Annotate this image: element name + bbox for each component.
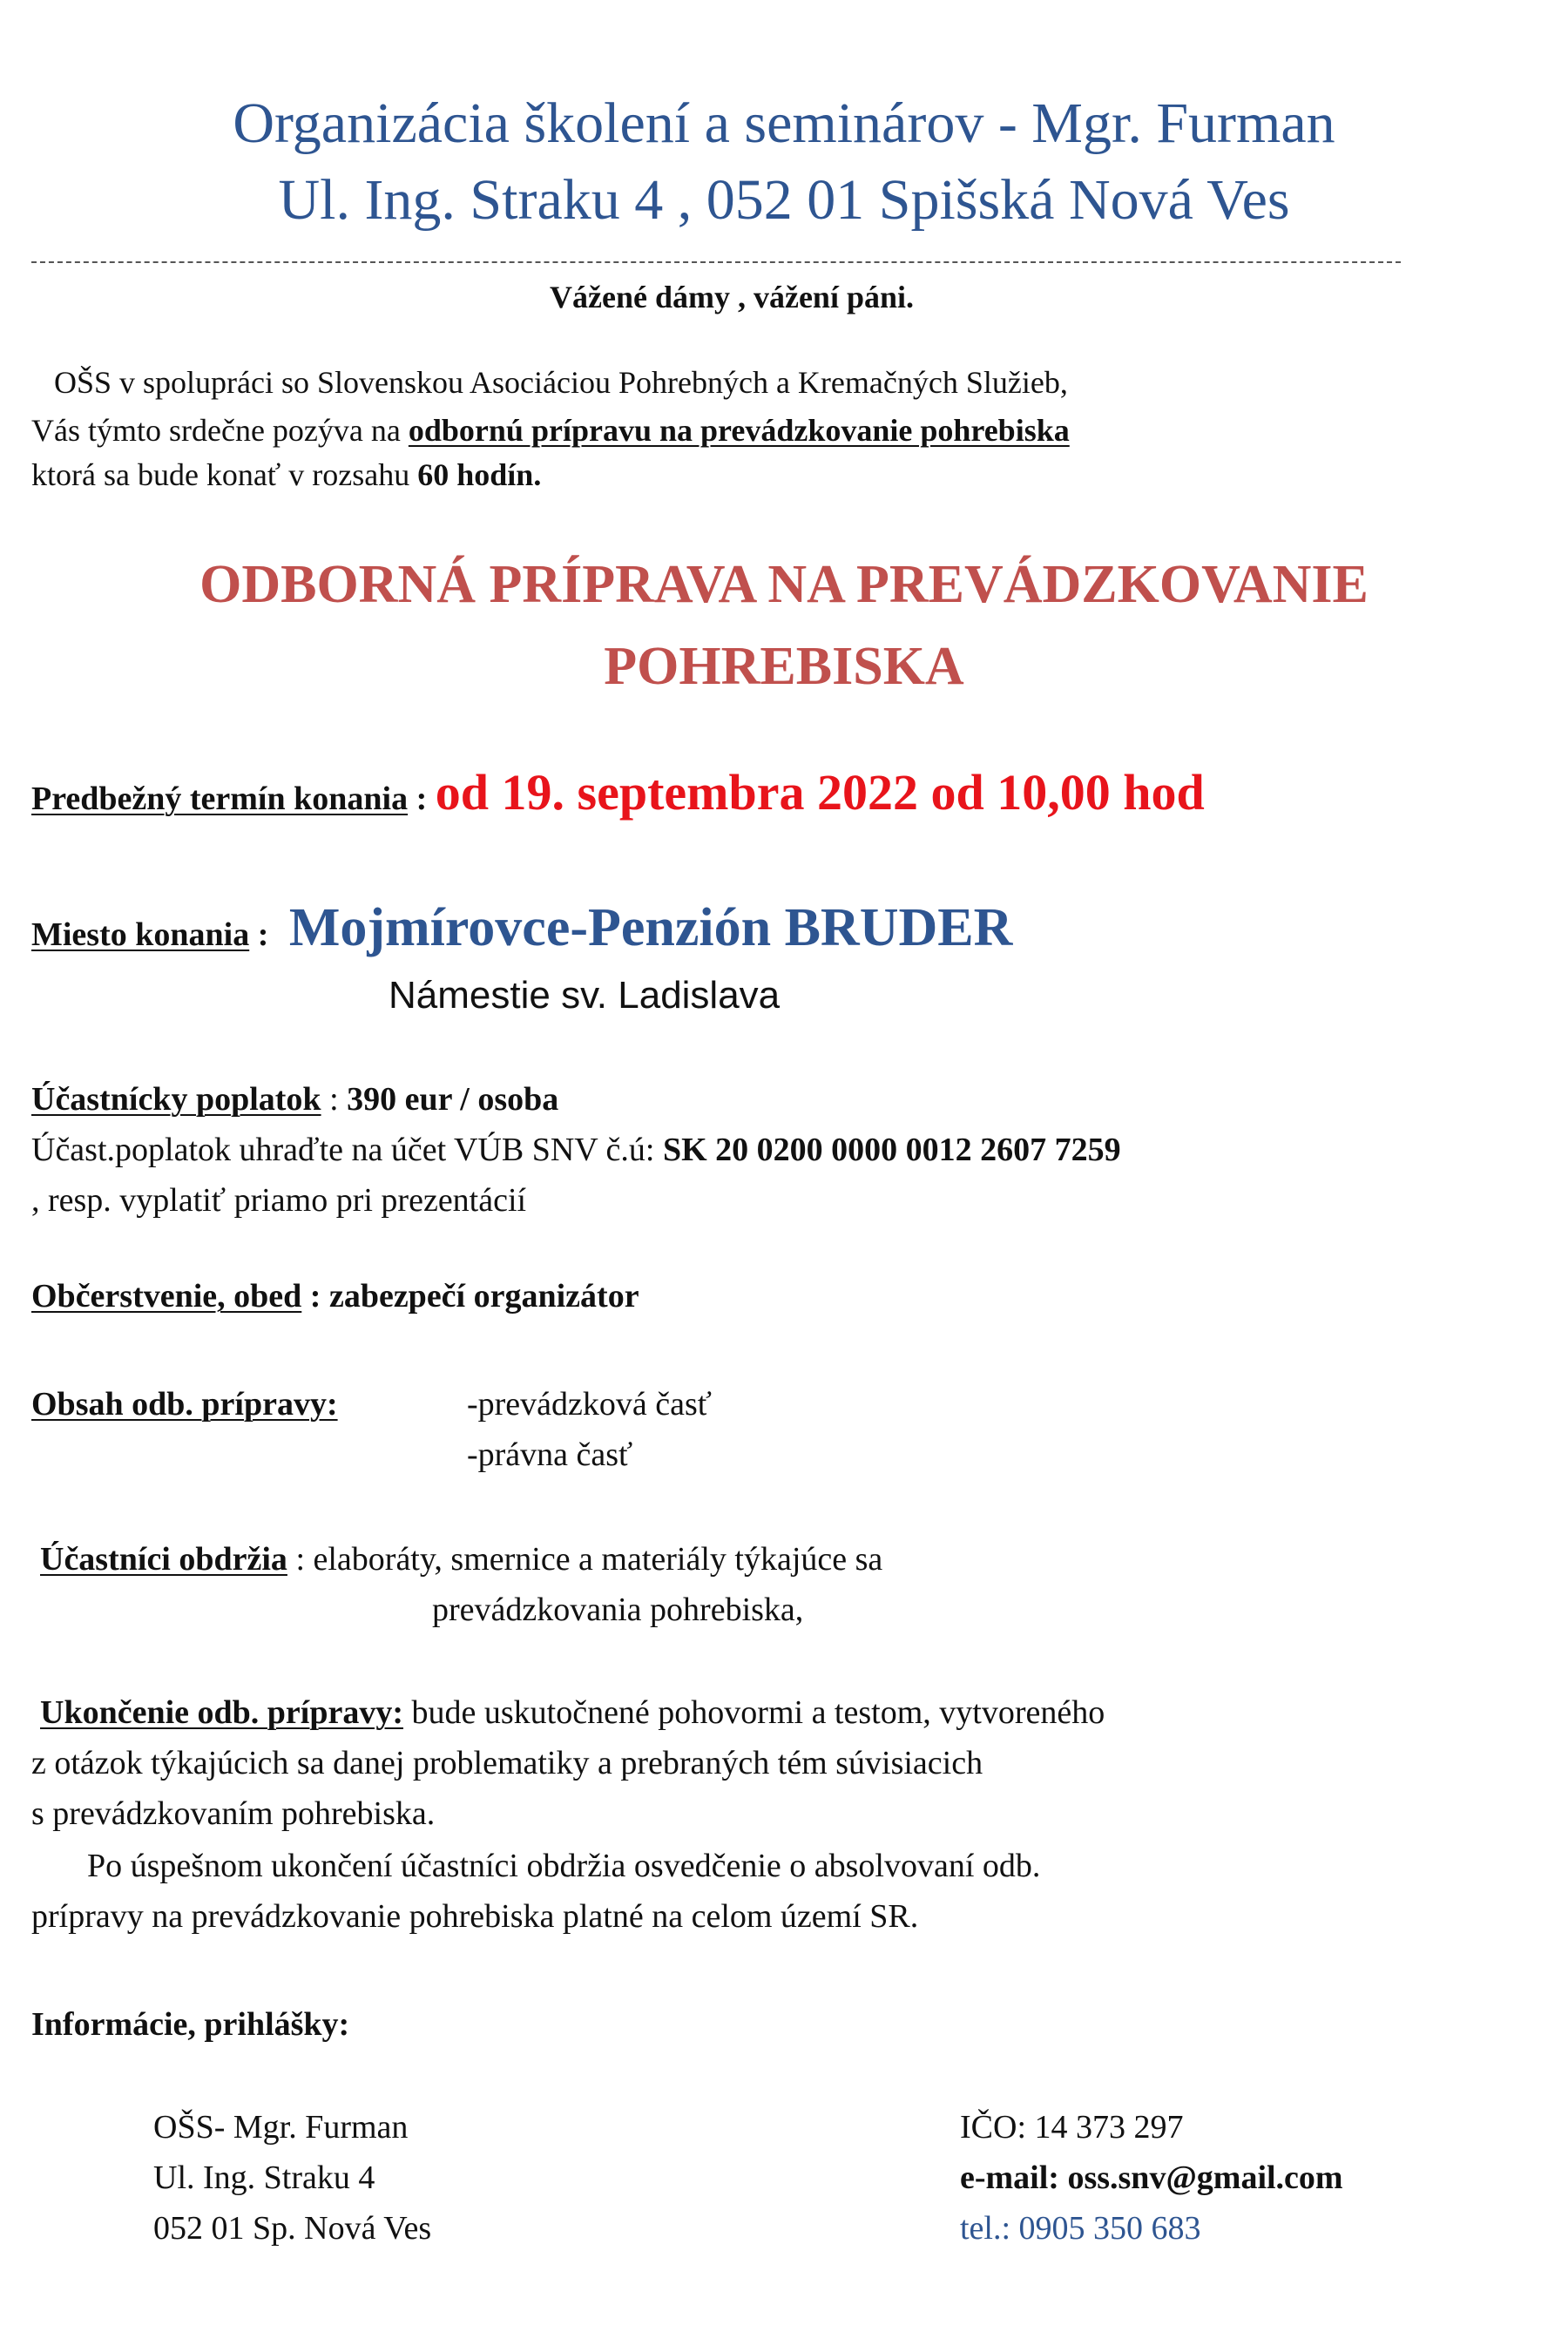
term-separator: : [408,781,436,817]
intro-line-1: OŠS v spolupráci so Slovenskou Asociáciou Pohrebných a Kremačných Služieb, [54,365,1068,400]
content-item-operational: -prevádzková časť [467,1386,713,1423]
place-row [31,897,1012,959]
info-city: 052 01 Sp. Nová Ves [153,2210,432,2247]
term-value: od 19. septembra 2022 od 10,00 hod [435,764,1205,821]
fee-cash-note: , resp. vyplatiť priamo pri prezentácií [31,1182,527,1219]
intro-invite-text: Vás týmto srdečne pozýva na [31,413,409,448]
place-separator: : [249,916,277,953]
header-address: Ul. Ing. Straku 4 , 052 01 Spišská Nová Ves [278,168,1290,232]
intro-course-name: odbornú prípravu na prevádzkovanie pohrebiska [408,413,1070,448]
fee-separator: : [321,1081,348,1118]
receive-label: Účastníci obdržia [40,1541,287,1578]
content-label: Obsah odb. prípravy: [31,1386,338,1423]
main-title-line-1: ODBORNÁ PRÍPRAVA NA PREVÁDZKOVANIE [199,555,1369,614]
info-organization: OŠS- Mgr. Furman [153,2109,409,2146]
info-phone[interactable]: tel.: 0905 350 683 [960,2210,1201,2247]
info-ico: IČO: 14 373 297 [960,2109,1184,2146]
fee-value: 390 eur / osoba [347,1081,559,1118]
fee-payment-line [31,1131,1121,1171]
receive-row [40,1540,882,1580]
food-value: zabezpečí organizátor [328,1278,639,1315]
fee-label: Účastnícky poplatok [31,1081,321,1118]
receive-line-1: elaboráty, smernice a materiály týkajúce sa [313,1541,883,1578]
fee-iban: SK 20 0200 0000 0012 2607 7259 [662,1132,1121,1168]
fee-row [31,1080,558,1120]
end-line-5: prípravy na prevádzkovanie pohrebiska platné na celom území SR. [31,1898,919,1935]
place-address: Námestie sv. Ladislava [389,974,781,1017]
term-row [31,763,1205,821]
end-line-3: s prevádzkovaním pohrebiska. [31,1795,436,1832]
end-label: Ukončenie odb. prípravy: [40,1694,403,1731]
fee-payment-text: Účast.poplatok uhraďte na účet VÚB SNV č.ú: [31,1132,663,1168]
intro-scope-text: ktorá sa bude konať v rozsahu [31,457,418,492]
food-separator: : [301,1278,329,1315]
term-label: Predbežný termín konania [31,781,409,817]
food-row [31,1277,639,1317]
food-label: Občerstvenie, obed [31,1278,302,1315]
end-line-2: z otázok týkajúcich sa danej problematiky a prebraných tém súvisiacich [31,1745,983,1781]
greeting: Vážené dámy , vážení páni. [550,280,914,314]
info-street: Ul. Ing. Straku 4 [153,2159,375,2196]
header-organization: Organizácia školení a seminárov - Mgr. Furman [233,91,1335,155]
place-name: Mojmírovce-Penzión BRUDER [288,898,1013,957]
receive-line-2: prevádzkovania pohrebiska, [432,1592,804,1628]
intro-hours: 60 hodín. [417,457,542,492]
info-email[interactable]: e-mail: oss.snv@gmail.com [960,2159,1343,2196]
end-row [40,1693,1105,1734]
info-heading: Informácie, prihlášky: [31,2006,350,2043]
content-item-legal: -právna časť [467,1436,633,1473]
intro-line-3 [31,456,541,494]
intro-line-2 [31,412,1070,449]
content-row [31,1385,338,1425]
header-divider [31,261,1401,263]
end-line-4: Po úspešnom ukončení účastníci obdržia osvedčenie o absolvovaní odb. [87,1848,1041,1884]
end-line-1: bude uskutočnené pohovormi a testom, vytvoreného [402,1694,1105,1731]
main-title-line-2: POHREBISKA [604,637,964,696]
place-label: Miesto konania [31,916,250,953]
receive-separator: : [287,1541,314,1578]
